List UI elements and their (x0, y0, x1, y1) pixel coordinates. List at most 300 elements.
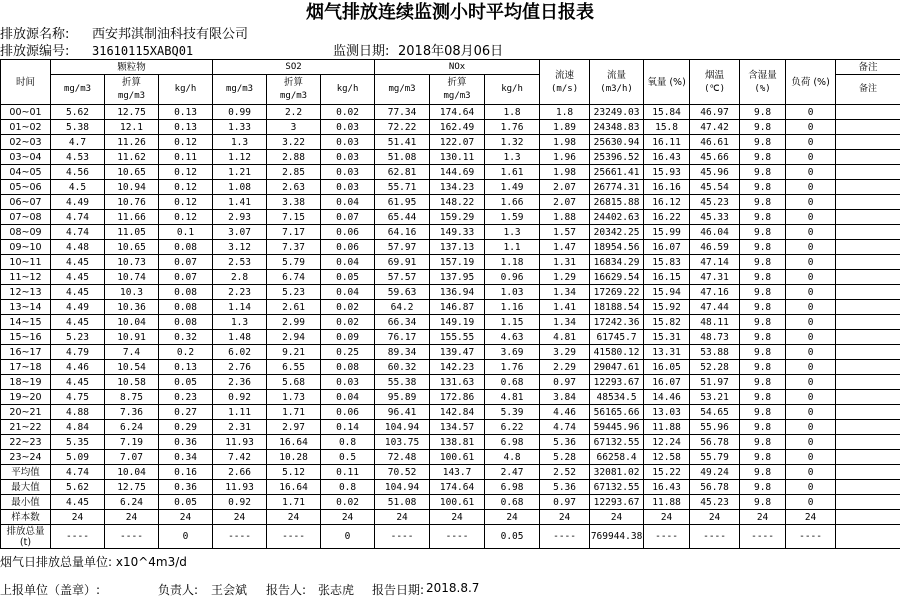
table-cell: 47.31 (690, 270, 740, 285)
table-cell: 16834.29 (590, 255, 644, 270)
table-cell: 0.16 (159, 465, 213, 480)
table-cell: 4.88 (51, 405, 105, 420)
table-row (1, 225, 900, 240)
table-cell: 62.81 (375, 165, 430, 180)
table-cell: 0.02 (321, 105, 375, 120)
table-cell: 16.64 (267, 435, 321, 450)
table-cell: 46.97 (690, 105, 740, 120)
table-cell: 2.23 (213, 285, 267, 300)
table-cell: 4.45 (51, 495, 105, 510)
table-cell: 0.23 (159, 390, 213, 405)
table-row (1, 150, 900, 165)
table-cell: 24 (375, 510, 430, 525)
table-cell: 12.75 (105, 480, 159, 495)
source-id-value: 31610115XABQ01 (92, 44, 194, 58)
table-cell: 1.59 (485, 210, 540, 225)
table-cell: 9.8 (740, 300, 786, 315)
table-row (1, 375, 900, 390)
row-label: 14~15 (1, 315, 51, 330)
table-cell: 16.07 (644, 240, 690, 255)
table-cell: 0 (786, 210, 836, 225)
table-cell: 1.71 (267, 405, 321, 420)
table-cell: 56165.66 (590, 405, 644, 420)
responsible-value: 王会斌 (211, 583, 248, 597)
table-cell (836, 420, 900, 435)
table-cell: 65.44 (375, 210, 430, 225)
table-cell: 1.49 (485, 180, 540, 195)
table-cell: 0.36 (159, 480, 213, 495)
table-row (1, 360, 900, 375)
table-cell: 5.36 (540, 435, 590, 450)
table-cell: 157.19 (430, 255, 485, 270)
table-row (1, 105, 900, 120)
table-cell: 4.5 (51, 180, 105, 195)
table-cell: 0 (786, 195, 836, 210)
table-cell: 2.88 (267, 150, 321, 165)
table-cell: 1.71 (267, 495, 321, 510)
table-cell: 0.06 (321, 405, 375, 420)
row-label: 20~21 (1, 405, 51, 420)
table-cell: 72.22 (375, 120, 430, 135)
col-so2-kgh: kg/h (321, 75, 375, 105)
table-cell: 0.97 (540, 495, 590, 510)
table-cell: 0.68 (485, 495, 540, 510)
table-cell: 24 (485, 510, 540, 525)
row-label: 00~01 (1, 105, 51, 120)
table-cell: 16.12 (644, 195, 690, 210)
table-cell: 0.27 (159, 405, 213, 420)
table-cell: 104.94 (375, 420, 430, 435)
table-cell: 2.29 (540, 360, 590, 375)
table-cell: 0 (786, 315, 836, 330)
table-cell: 11.66 (105, 210, 159, 225)
table-cell: 26815.88 (590, 195, 644, 210)
table-cell: 25396.52 (590, 150, 644, 165)
table-cell (836, 450, 900, 465)
table-cell (836, 180, 900, 195)
table-cell: 46.61 (690, 135, 740, 150)
table-cell: 0.13 (159, 105, 213, 120)
table-cell: 3.22 (267, 135, 321, 150)
table-cell: 4.45 (51, 315, 105, 330)
table-cell: 2.61 (267, 300, 321, 315)
col-particulate-converted: 折算 mg/m3 (105, 75, 159, 105)
reporting-unit-label: 上报单位（盖章）: (0, 583, 101, 597)
table-cell: 6.74 (267, 270, 321, 285)
table-cell: 10.36 (105, 300, 159, 315)
monitor-date-label: 监测日期: (333, 44, 390, 59)
row-label: 10~11 (1, 255, 51, 270)
table-cell: 3.38 (267, 195, 321, 210)
table-cell: 18188.54 (590, 300, 644, 315)
table-cell: 9.8 (740, 255, 786, 270)
table-cell: 0.05 (321, 270, 375, 285)
table-cell: 3.84 (540, 390, 590, 405)
col-particulate-kgh: kg/h (159, 75, 213, 105)
table-cell: 55.79 (690, 450, 740, 465)
table-cell: ---- (644, 525, 690, 549)
table-cell: 9.8 (740, 165, 786, 180)
table-body (1, 105, 900, 549)
table-cell: 1.16 (485, 300, 540, 315)
table-cell (836, 225, 900, 240)
col-nox: NOx (375, 60, 540, 75)
table-cell (836, 360, 900, 375)
table-cell: 46.04 (690, 225, 740, 240)
table-cell: 3.69 (485, 345, 540, 360)
table-row (1, 285, 900, 300)
table-cell: 148.22 (430, 195, 485, 210)
table-cell: 5.62 (51, 480, 105, 495)
table-cell: 2.47 (485, 465, 540, 480)
table-cell: 72.48 (375, 450, 430, 465)
table-cell (836, 135, 900, 150)
table-cell: 96.41 (375, 405, 430, 420)
table-cell: 0 (786, 180, 836, 195)
table-cell: 10.65 (105, 240, 159, 255)
col-time: 时间 (1, 60, 51, 105)
table-cell: 48534.5 (590, 390, 644, 405)
table-cell: 0.08 (159, 300, 213, 315)
table-cell: 0.09 (321, 330, 375, 345)
table-cell: 0.12 (159, 210, 213, 225)
table-cell: 3.07 (213, 225, 267, 240)
table-cell: 5.62 (51, 105, 105, 120)
table-cell: 9.8 (740, 390, 786, 405)
table-cell: 0 (786, 270, 836, 285)
table-cell: 45.54 (690, 180, 740, 195)
table-cell: 1.41 (540, 300, 590, 315)
table-row (1, 330, 900, 345)
table-cell: 95.89 (375, 390, 430, 405)
table-cell: 0 (786, 420, 836, 435)
table-cell: 0.08 (159, 315, 213, 330)
table-cell: 24 (321, 510, 375, 525)
table-cell: 1.11 (213, 405, 267, 420)
table-cell: 51.97 (690, 375, 740, 390)
table-cell: 7.42 (213, 450, 267, 465)
table-cell: 15.22 (644, 465, 690, 480)
table-cell: 2.53 (213, 255, 267, 270)
table-cell: 67132.55 (590, 480, 644, 495)
table-cell: 5.28 (540, 450, 590, 465)
table-cell: 10.04 (105, 465, 159, 480)
table-cell: 20342.25 (590, 225, 644, 240)
table-cell: 9.8 (740, 345, 786, 360)
table-cell: 142.23 (430, 360, 485, 375)
table-cell: 0.04 (321, 255, 375, 270)
table-cell: 174.64 (430, 105, 485, 120)
table-cell: 0.12 (159, 135, 213, 150)
table-cell (836, 105, 900, 120)
table-cell: 0 (786, 300, 836, 315)
table-cell: 0.05 (159, 495, 213, 510)
table-cell: 1.3 (485, 150, 540, 165)
table-cell: 0 (159, 525, 213, 549)
table-cell: 53.21 (690, 390, 740, 405)
table-cell: 16.22 (644, 210, 690, 225)
table-cell: 61745.7 (590, 330, 644, 345)
table-cell: 47.42 (690, 120, 740, 135)
col-flow: 流量 (m3/h) (590, 60, 644, 105)
table-cell: 1.03 (485, 285, 540, 300)
table-cell: 0.04 (321, 195, 375, 210)
table-cell: 5.79 (267, 255, 321, 270)
table-cell: 59445.96 (590, 420, 644, 435)
table-cell: 16.16 (644, 180, 690, 195)
table-cell: 4.74 (51, 465, 105, 480)
table-cell: 9.8 (740, 465, 786, 480)
table-cell: 0 (786, 480, 836, 495)
row-label: 16~17 (1, 345, 51, 360)
table-cell: 76.17 (375, 330, 430, 345)
table-cell: 59.63 (375, 285, 430, 300)
table-cell: 25661.41 (590, 165, 644, 180)
table-cell: 137.13 (430, 240, 485, 255)
row-label: 样本数 (1, 510, 51, 525)
row-label: 06~07 (1, 195, 51, 210)
table-cell (836, 465, 900, 480)
table-cell (836, 330, 900, 345)
table-cell: 1.61 (485, 165, 540, 180)
col-smoke-temp: 烟温 (℃) (690, 60, 740, 105)
table-cell: ---- (213, 525, 267, 549)
table-cell: 136.94 (430, 285, 485, 300)
table-cell: 24 (105, 510, 159, 525)
table-cell: 134.57 (430, 420, 485, 435)
table-cell: 0.1 (159, 225, 213, 240)
table-cell: 66258.4 (590, 450, 644, 465)
table-cell: 0.13 (159, 120, 213, 135)
report-date-label: 报告日期: (372, 583, 425, 597)
table-cell: 11.62 (105, 150, 159, 165)
table-cell: 4.45 (51, 285, 105, 300)
table-cell: 0.07 (159, 255, 213, 270)
table-cell: 3 (267, 120, 321, 135)
table-cell: 4.75 (51, 390, 105, 405)
source-name-value: 西安邦淇制油科技有限公司 (92, 27, 249, 42)
table-cell: 24 (51, 510, 105, 525)
table-cell: 24 (267, 510, 321, 525)
source-name-row (0, 26, 900, 43)
table-row (1, 210, 900, 225)
table-cell: 5.35 (51, 435, 105, 450)
row-label: 08~09 (1, 225, 51, 240)
table-cell: 3.29 (540, 345, 590, 360)
table-row (1, 120, 900, 135)
col-humidity: 含湿量 (%) (740, 60, 786, 105)
table-cell: 64.2 (375, 300, 430, 315)
table-cell: ---- (267, 525, 321, 549)
table-cell (836, 270, 900, 285)
table-cell (836, 285, 900, 300)
table-cell: 1.33 (213, 120, 267, 135)
table-cell: ---- (690, 525, 740, 549)
table-cell: 1.41 (213, 195, 267, 210)
summary-row (1, 495, 900, 510)
table-cell: 1.57 (540, 225, 590, 240)
table-cell: 1.3 (213, 135, 267, 150)
table-cell: ---- (51, 525, 105, 549)
table-cell: 1.76 (485, 120, 540, 135)
col-nox-kgh: kg/h (485, 75, 540, 105)
row-label: 21~22 (1, 420, 51, 435)
table-cell: 2.76 (213, 360, 267, 375)
table-cell: 0.92 (213, 495, 267, 510)
table-cell: 2.85 (267, 165, 321, 180)
table-cell: 2.2 (267, 105, 321, 120)
table-cell: 4.74 (51, 225, 105, 240)
table-row (1, 345, 900, 360)
table-cell: 0.25 (321, 345, 375, 360)
table-row (1, 270, 900, 285)
table-cell: 174.64 (430, 480, 485, 495)
table-cell: 5.23 (51, 330, 105, 345)
table-cell (836, 480, 900, 495)
table-cell (836, 525, 900, 549)
table-cell (836, 255, 900, 270)
table-cell: 149.33 (430, 225, 485, 240)
table-cell: 0.04 (321, 285, 375, 300)
table-cell: 2.99 (267, 315, 321, 330)
table-cell: 0 (786, 495, 836, 510)
table-cell: 15.82 (644, 315, 690, 330)
table-row (1, 165, 900, 180)
row-label: 17~18 (1, 360, 51, 375)
table-cell: 2.66 (213, 465, 267, 480)
table-cell: 0.32 (159, 330, 213, 345)
table-cell: 9.8 (740, 315, 786, 330)
table-cell: 1.96 (540, 150, 590, 165)
table-cell: 0.12 (159, 180, 213, 195)
table-cell: 2.07 (540, 180, 590, 195)
table-cell: 0.12 (159, 165, 213, 180)
report-title: 烟气排放连续监测小时平均值日报表 (306, 2, 594, 23)
table-cell: 1.66 (485, 195, 540, 210)
table-cell: 0.07 (321, 210, 375, 225)
table-cell: 67132.55 (590, 435, 644, 450)
table-cell: 0.03 (321, 165, 375, 180)
table-cell: ---- (740, 525, 786, 549)
table-row (1, 240, 900, 255)
table-cell: 12.1 (105, 120, 159, 135)
table-cell: 142.84 (430, 405, 485, 420)
table-cell: 143.7 (430, 465, 485, 480)
table-cell (836, 165, 900, 180)
col-particulate: 颗粒物 (51, 60, 213, 75)
table-cell: 0.97 (540, 375, 590, 390)
table-cell: 9.8 (740, 240, 786, 255)
table-cell: 2.63 (267, 180, 321, 195)
table-cell: 162.49 (430, 120, 485, 135)
table-cell: 9.8 (740, 180, 786, 195)
table-cell: 11.88 (644, 420, 690, 435)
table-cell: 144.69 (430, 165, 485, 180)
table-cell: 51.08 (375, 150, 430, 165)
table-cell: 4.49 (51, 300, 105, 315)
table-cell: 16629.54 (590, 270, 644, 285)
table-cell: 1.12 (213, 150, 267, 165)
table-cell: 104.94 (375, 480, 430, 495)
table-cell: 24 (690, 510, 740, 525)
table-cell: 5.23 (267, 285, 321, 300)
table-cell (836, 315, 900, 330)
table-cell: 15.92 (644, 300, 690, 315)
table-cell: 0 (786, 375, 836, 390)
table-cell: 0.08 (321, 360, 375, 375)
table-cell: 24 (430, 510, 485, 525)
col-so2-mgm3: mg/m3 (213, 75, 267, 105)
report-date-value: 2018.8.7 (426, 581, 480, 595)
table-cell: 0 (786, 360, 836, 375)
table-cell: 137.95 (430, 270, 485, 285)
table-cell: 1.08 (213, 180, 267, 195)
table-cell: 51.08 (375, 495, 430, 510)
table-cell: 3.12 (213, 240, 267, 255)
table-cell: 6.55 (267, 360, 321, 375)
source-id-row (0, 43, 900, 60)
table-cell: 2.93 (213, 210, 267, 225)
table-cell: 0.02 (321, 495, 375, 510)
table-cell: 0 (786, 450, 836, 465)
table-cell: 0 (786, 120, 836, 135)
table-cell: 4.45 (51, 375, 105, 390)
table-cell: 24 (213, 510, 267, 525)
table-cell: 4.84 (51, 420, 105, 435)
table-cell: 10.76 (105, 195, 159, 210)
table-cell: 1.34 (540, 285, 590, 300)
table-cell: 149.19 (430, 315, 485, 330)
table-cell: 17242.36 (590, 315, 644, 330)
table-cell: 15.93 (644, 165, 690, 180)
table-cell: 0 (786, 330, 836, 345)
table-cell: 9.8 (740, 135, 786, 150)
table-cell: 9.8 (740, 225, 786, 240)
table-cell: 1.15 (485, 315, 540, 330)
table-cell: 7.07 (105, 450, 159, 465)
table-cell: 2.97 (267, 420, 321, 435)
table-cell: 41580.12 (590, 345, 644, 360)
table-cell: 55.96 (690, 420, 740, 435)
table-cell (836, 405, 900, 420)
table-cell: 9.8 (740, 480, 786, 495)
reporter-label: 报告人: (266, 583, 307, 597)
table-cell: 0.06 (321, 240, 375, 255)
table-cell: 47.16 (690, 285, 740, 300)
table-cell: 57.57 (375, 270, 430, 285)
table-cell: 13.31 (644, 345, 690, 360)
table-cell: 7.4 (105, 345, 159, 360)
row-label: 最小值 (1, 495, 51, 510)
col-load: 负荷 (%) (786, 60, 836, 105)
table-cell: 9.8 (740, 210, 786, 225)
table-cell: 24 (644, 510, 690, 525)
table-cell: 89.34 (375, 345, 430, 360)
table-cell: 9.8 (740, 150, 786, 165)
table-cell: 0.8 (321, 435, 375, 450)
table-cell: 47.44 (690, 300, 740, 315)
table-cell: 100.61 (430, 450, 485, 465)
table-row (1, 195, 900, 210)
table-cell: 56.78 (690, 435, 740, 450)
table-cell: 12293.67 (590, 495, 644, 510)
table-cell (836, 240, 900, 255)
table-cell: 10.3 (105, 285, 159, 300)
table-cell: 5.09 (51, 450, 105, 465)
emission-unit-value: x10^4m3/d (115, 555, 187, 569)
table-row (1, 435, 900, 450)
table-cell: 45.96 (690, 165, 740, 180)
